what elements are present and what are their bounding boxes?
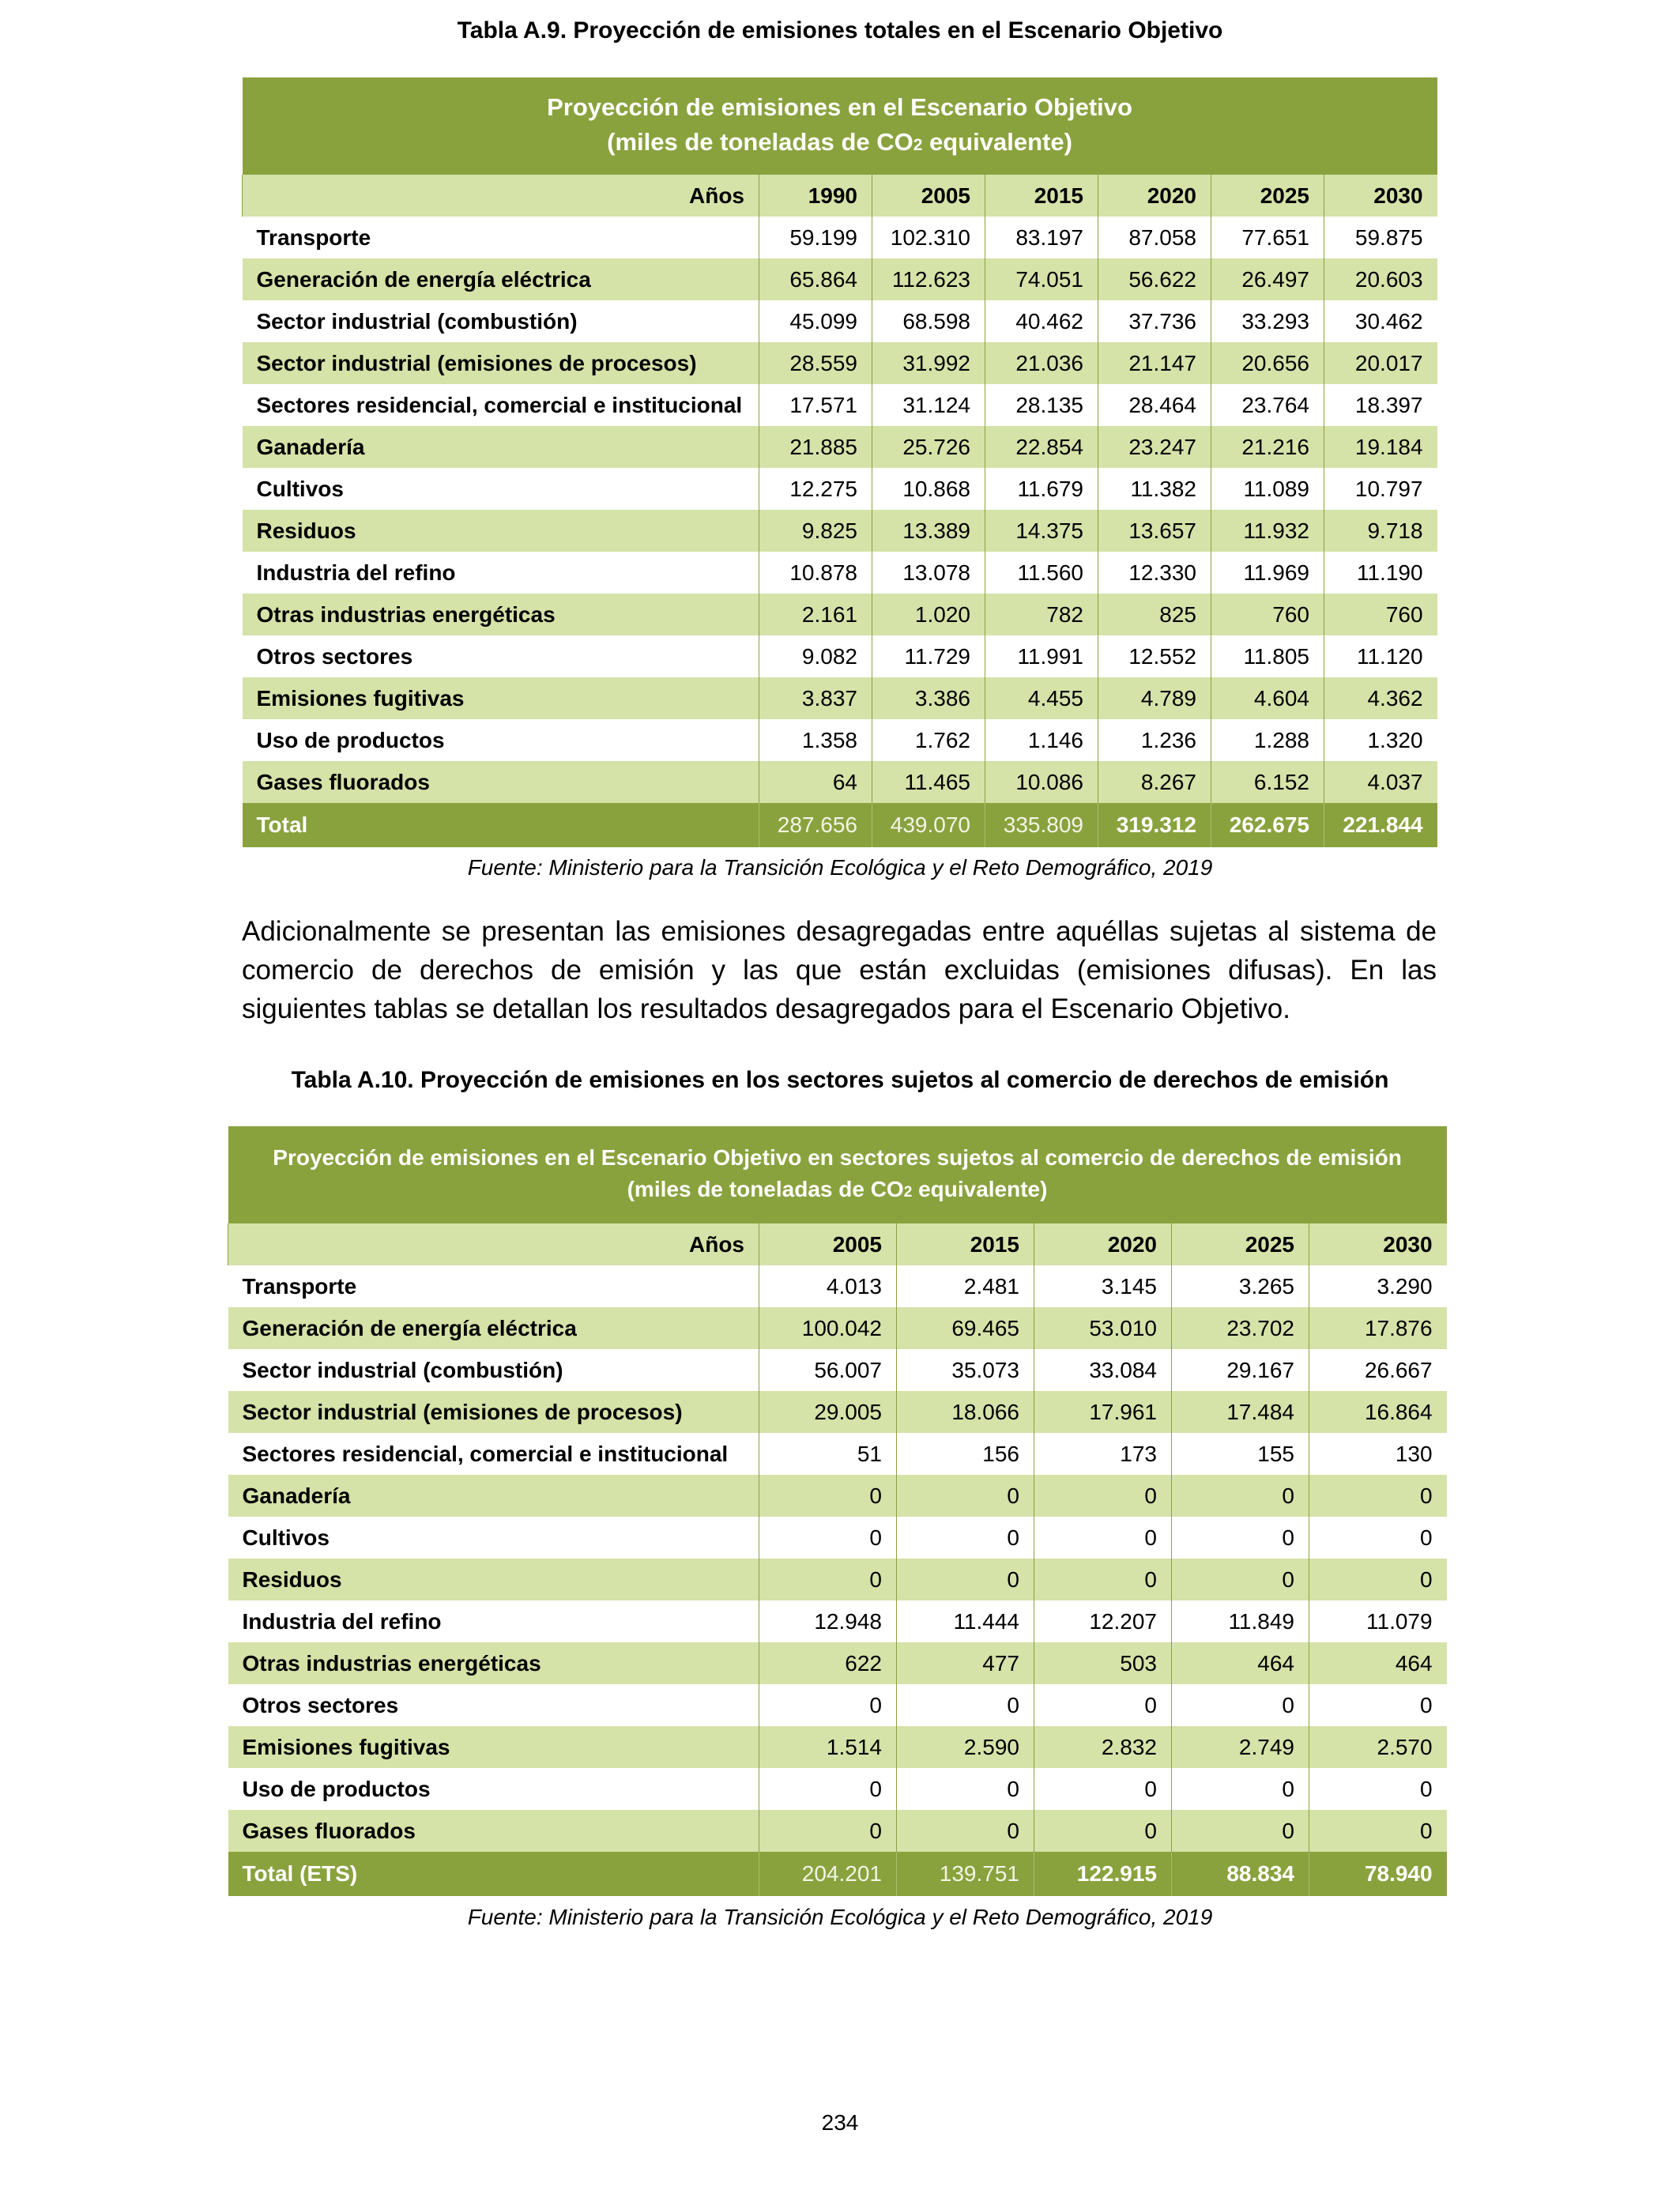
row-value: 760 [1324,594,1437,635]
row-value: 68.598 [872,300,985,342]
row-value: 65.864 [759,258,872,300]
table-row [243,468,1437,510]
row-value: 26.497 [1211,258,1324,300]
row-value: 100.042 [759,1307,897,1349]
row-label: Transporte [242,1273,357,1299]
row-value: 2.570 [1309,1726,1447,1768]
row-value: 102.310 [872,217,985,258]
year-col: 2015 [985,175,1098,217]
row-value: 2.161 [759,594,872,635]
table-a9-header [243,77,1437,175]
row-value: 0 [1309,1810,1447,1852]
total-value: 319.312 [1098,803,1211,847]
row-value: 4.789 [1098,677,1211,719]
row-value: 173 [1034,1433,1172,1475]
row-value: 4.013 [759,1265,897,1307]
year-col: 2005 [872,175,985,217]
row-value: 59.875 [1324,217,1437,258]
table-a10-caption: Tabla A.10. Proyección de emisiones en los sectores sujetos al comercio de derechos de emisión [291,1067,1389,1093]
row-value: 11.089 [1211,468,1324,510]
row-value: 29.167 [1172,1349,1309,1391]
table-row [243,552,1437,594]
total-label: Total [243,803,759,847]
table-row [228,1391,1447,1433]
row-value: 12.552 [1098,635,1211,677]
table-row [243,300,1437,342]
row-value: 17.484 [1172,1391,1309,1433]
row-value: 28.559 [759,342,872,384]
row-value: 83.197 [985,217,1098,258]
row-value: 56.007 [759,1349,897,1391]
row-label: Ganadería [243,426,759,468]
table-row [243,342,1437,384]
row-value: 17.961 [1034,1391,1172,1433]
row-value: 18.397 [1324,384,1437,426]
row-value: 11.679 [985,468,1098,510]
row-value: 10.878 [759,552,872,594]
row-value: 18.066 [897,1391,1034,1433]
row-value: 1.236 [1098,719,1211,761]
total-value: 335.809 [985,803,1098,847]
row-label: Sector industrial (combustión) [256,308,578,334]
row-value: 2.590 [897,1726,1034,1768]
row-label: Industria del refino [256,560,456,585]
row-value: 0 [759,1559,897,1600]
total-row [228,1852,1447,1896]
row-value: 0 [1034,1517,1172,1559]
row-label: Emisiones fugitivas [228,1726,759,1768]
total-row [243,803,1437,847]
row-value: 59.199 [759,217,872,258]
row-value: 25.726 [872,426,985,468]
total-value: 88.834 [1172,1852,1309,1896]
row-value: 23.247 [1098,426,1211,468]
row-value: 0 [1309,1517,1447,1559]
table-row [243,426,1437,468]
total-value: 439.070 [872,803,985,847]
table-row [228,1517,1447,1559]
row-value: 14.375 [985,510,1098,552]
row-label: Generación de energía eléctrica [228,1307,759,1349]
row-value: 12.275 [759,468,872,510]
row-value: 51 [759,1433,897,1475]
row-label: Cultivos [242,1525,330,1550]
row-label: Transporte [256,224,371,250]
row-value: 35.073 [897,1349,1034,1391]
table-row [243,594,1437,635]
row-value: 23.764 [1211,384,1324,426]
row-value: 4.455 [985,677,1098,719]
row-value: 1.358 [759,719,872,761]
year-col: 2025 [1172,1223,1309,1265]
table-row [228,1265,1447,1307]
row-value: 0 [1172,1810,1309,1852]
row-value: 1.020 [872,594,985,635]
year-col: 2015 [897,1223,1034,1265]
row-value: 0 [1034,1559,1172,1600]
row-label: Sector industrial (emisiones de procesos) [228,1391,759,1433]
year-col: 2030 [1324,175,1437,217]
row-value: 112.623 [872,258,985,300]
table-row [228,1726,1447,1768]
table-row [228,1600,1447,1642]
table-a9-header-line2: (miles de toneladas de CO2 equivalente) [607,127,1072,156]
row-value: 3.386 [872,677,985,719]
row-value: 622 [759,1642,897,1684]
table-row [228,1684,1447,1726]
table-a10-header [228,1126,1447,1223]
table-row [243,217,1437,258]
row-value: 28.135 [985,384,1098,426]
row-value: 11.805 [1211,635,1324,677]
row-value: 0 [1309,1768,1447,1810]
row-value: 53.010 [1034,1307,1172,1349]
row-label: Gases fluorados [243,761,759,803]
row-value: 155 [1172,1433,1309,1475]
year-col: 2020 [1034,1223,1172,1265]
row-value: 31.124 [872,384,985,426]
table-a9-caption: Tabla A.9. Proyección de emisiones totales en el Escenario Objetivo [457,17,1223,43]
row-value: 2.481 [897,1265,1034,1307]
row-value: 33.084 [1034,1349,1172,1391]
row-value: 0 [1034,1684,1172,1726]
row-value: 11.729 [872,635,985,677]
table-a9-header-line1: Proyección de emisiones en el Escenario Objetivo [547,92,1132,121]
row-value: 0 [897,1684,1034,1726]
row-value: 0 [1172,1475,1309,1517]
table-row [243,677,1437,719]
row-label: Uso de productos [256,727,445,752]
row-value: 4.037 [1324,761,1437,803]
year-col: 1990 [759,175,872,217]
row-value: 2.749 [1172,1726,1309,1768]
row-value: 0 [759,1768,897,1810]
row-value: 77.651 [1211,217,1324,258]
total-value: 262.675 [1211,803,1324,847]
row-value: 11.190 [1324,552,1437,594]
row-value: 156 [897,1433,1034,1475]
row-value: 10.797 [1324,468,1437,510]
row-value: 0 [1034,1768,1172,1810]
table-a10-source: Fuente: Ministerio para la Transición Ecológica y el Reto Demográfico, 2019 [467,1905,1213,1929]
row-label: Emisiones fugitivas [243,677,759,719]
row-value: 28.464 [1098,384,1211,426]
table-a9-source: Fuente: Ministerio para la Transición Ecológica y el Reto Demográfico, 2019 [467,855,1213,880]
row-value: 56.622 [1098,258,1211,300]
row-value: 11.932 [1211,510,1324,552]
table-row [228,1307,1447,1349]
row-value: 0 [1034,1810,1172,1852]
row-label: Otras industrias energéticas [228,1642,759,1684]
row-label: Otros sectores [256,643,413,669]
row-value: 1.288 [1211,719,1324,761]
row-value: 11.079 [1309,1600,1447,1642]
row-value: 9.718 [1324,510,1437,552]
row-value: 0 [1172,1684,1309,1726]
row-value: 3.837 [759,677,872,719]
row-value: 11.120 [1324,635,1437,677]
row-value: 3.145 [1034,1265,1172,1307]
row-value: 0 [1309,1559,1447,1600]
table-a9 [242,77,1437,847]
row-label: Sectores residencial, comercial e institucional [256,392,743,417]
row-value: 11.382 [1098,468,1211,510]
row-value: 33.293 [1211,300,1324,342]
row-value: 22.854 [985,426,1098,468]
row-value: 21.216 [1211,426,1324,468]
total-value: 78.940 [1309,1852,1447,1896]
row-value: 12.207 [1034,1600,1172,1642]
row-value: 12.948 [759,1600,897,1642]
row-value: 1.320 [1324,719,1437,761]
total-value: 287.656 [759,803,872,847]
row-value: 20.017 [1324,342,1437,384]
row-value: 1.146 [985,719,1098,761]
row-value: 30.462 [1324,300,1437,342]
row-value: 3.265 [1172,1265,1309,1307]
row-value: 1.762 [872,719,985,761]
table-a9-years-row [243,175,1437,217]
row-value: 11.849 [1172,1600,1309,1642]
row-label: Gases fluorados [228,1810,759,1852]
row-value: 4.362 [1324,677,1437,719]
row-value: 29.005 [759,1391,897,1433]
row-value: 17.571 [759,384,872,426]
row-value: 130 [1309,1433,1447,1475]
row-value: 13.657 [1098,510,1211,552]
row-value: 0 [897,1810,1034,1852]
row-value: 19.184 [1324,426,1437,468]
row-value: 0 [1034,1475,1172,1517]
row-value: 503 [1034,1642,1172,1684]
row-value: 0 [759,1684,897,1726]
row-value: 10.086 [985,761,1098,803]
year-col: 2030 [1309,1223,1447,1265]
row-value: 825 [1098,594,1211,635]
row-value: 0 [759,1810,897,1852]
year-col: 2005 [759,1223,897,1265]
table-row [228,1768,1447,1810]
row-label: Industria del refino [242,1608,442,1634]
row-value: 21.147 [1098,342,1211,384]
row-value: 0 [897,1517,1034,1559]
row-value: 0 [1172,1559,1309,1600]
row-value: 0 [1309,1684,1447,1726]
row-value: 0 [759,1475,897,1517]
row-value: 20.656 [1211,342,1324,384]
row-value: 13.078 [872,552,985,594]
table-row [228,1349,1447,1391]
row-value: 0 [1172,1768,1309,1810]
row-value: 45.099 [759,300,872,342]
row-label: Otras industrias energéticas [243,594,759,635]
row-value: 760 [1211,594,1324,635]
row-value: 1.514 [759,1726,897,1768]
row-label: Sector industrial (emisiones de procesos) [243,342,759,384]
table-row [243,510,1437,552]
row-value: 12.330 [1098,552,1211,594]
table-row [243,258,1437,300]
row-value: 21.885 [759,426,872,468]
row-value: 11.969 [1211,552,1324,594]
row-value: 11.444 [897,1600,1034,1642]
table-row [228,1433,1447,1475]
total-value: 221.844 [1324,803,1437,847]
row-value: 11.465 [872,761,985,803]
row-value: 3.290 [1309,1265,1447,1307]
table-a10-years-row [228,1223,1447,1265]
row-value: 74.051 [985,258,1098,300]
years-label: Años [228,1223,759,1265]
row-value: 37.736 [1098,300,1211,342]
row-value: 4.604 [1211,677,1324,719]
row-value: 0 [1309,1475,1447,1517]
row-value: 782 [985,594,1098,635]
table-row [243,384,1437,426]
row-label: Otros sectores [242,1692,399,1717]
table-row [243,719,1437,761]
total-value: 204.201 [759,1852,897,1896]
row-value: 16.864 [1309,1391,1447,1433]
total-label: Total (ETS) [228,1852,759,1896]
row-value: 17.876 [1309,1307,1447,1349]
row-value: 464 [1309,1642,1447,1684]
row-value: 69.465 [897,1307,1034,1349]
table-row [228,1475,1447,1517]
row-value: 21.036 [985,342,1098,384]
row-value: 31.992 [872,342,985,384]
table-row [228,1810,1447,1852]
table-a10-header-line2: (miles de toneladas de CO2 equivalente) [627,1176,1048,1201]
row-value: 0 [759,1517,897,1559]
row-value: 477 [897,1642,1034,1684]
total-value: 122.915 [1034,1852,1172,1896]
row-value: 64 [759,761,872,803]
table-a10-header-line1: Proyección de emisiones en el Escenario Objetivo en sectores sujetos al comercio de derechos de emisión [273,1144,1402,1170]
row-value: 10.868 [872,468,985,510]
row-value: 0 [897,1559,1034,1600]
row-value: 20.603 [1324,258,1437,300]
row-value: 9.825 [759,510,872,552]
row-value: 0 [897,1768,1034,1810]
table-a10 [228,1126,1447,1896]
row-value: 11.991 [985,635,1098,677]
row-value: 0 [1172,1517,1309,1559]
row-value: 23.702 [1172,1307,1309,1349]
year-col: 2025 [1211,175,1324,217]
row-label: Cultivos [256,476,344,501]
row-label: Ganadería [228,1475,759,1517]
row-value: 8.267 [1098,761,1211,803]
row-label: Sectores residencial, comercial e institucional [242,1441,729,1466]
row-label: Residuos [243,510,759,552]
row-value: 9.082 [759,635,872,677]
table-row [243,761,1437,803]
body-paragraph: Adicionalmente se presentan las emisiones desagregadas entre aquéllas sujetas al sistema de comercio de derechos de emisión y las que están excluidas (emisiones difusas). En las siguientes tablas se detallan los resultados desagregados para el Escenario Objetivo. [242,916,1437,1024]
row-label: Generación de energía eléctrica [243,258,759,300]
row-value: 2.832 [1034,1726,1172,1768]
table-row [243,635,1437,677]
table-row [228,1559,1447,1600]
row-value: 87.058 [1098,217,1211,258]
row-value: 40.462 [985,300,1098,342]
page-number: 234 [821,2110,859,2135]
row-value: 6.152 [1211,761,1324,803]
year-col: 2020 [1098,175,1211,217]
row-label: Sector industrial (combustión) [242,1357,563,1382]
row-value: 464 [1172,1642,1309,1684]
row-value: 13.389 [872,510,985,552]
row-value: 0 [897,1475,1034,1517]
row-label: Residuos [228,1559,759,1600]
total-value: 139.751 [897,1852,1034,1896]
table-row [228,1642,1447,1684]
row-label: Uso de productos [242,1776,431,1801]
years-label: Años [243,175,759,217]
row-value: 11.560 [985,552,1098,594]
row-value: 26.667 [1309,1349,1447,1391]
